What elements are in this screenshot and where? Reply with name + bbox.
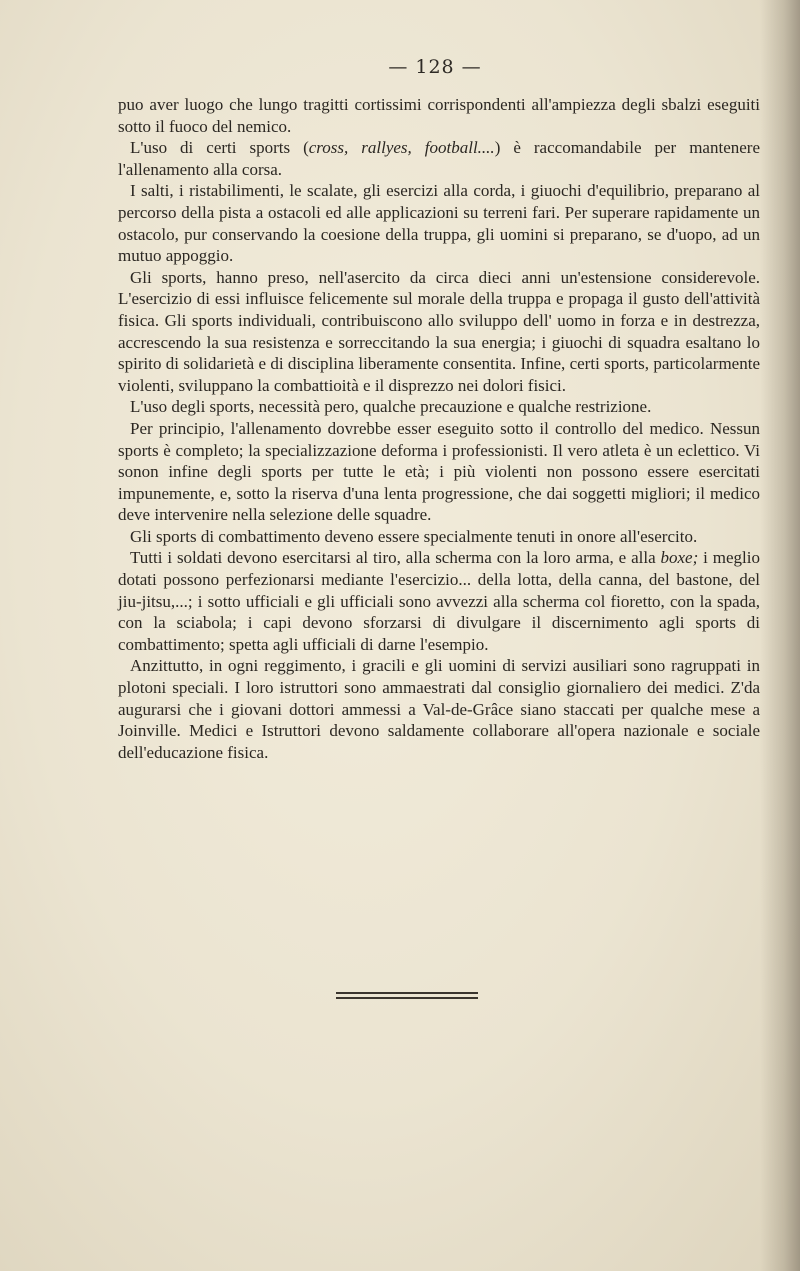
page-edge-shadow	[760, 0, 800, 1271]
italic-text: boxe;	[660, 548, 699, 568]
paragraph: Gli sports, hanno preso, nell'asercito da circa dieci anni un'estensione considerevole. L'esercizio di essi influisce felicemente sul morale della truppa e propaga il gusto dell'attività fisica. Gli sports individuali, contribuiscono allo sviluppo dell' uomo in forza e in destrezza, accrescendo la sua resistenza e sorreccitando la sua energia; i giuochi di squadra esaltano lo spirito di solidarietà e di disciplina liberamente consentita. Infine, certi sports, particolarmente violenti, sviluppano la combattioità e il disprezzo nei dolori fisici.	[118, 267, 760, 395]
rule-line	[336, 997, 478, 999]
paragraph: L'uso degli sports, necessità pero, qualche precauzione e qualche restrizione.	[130, 397, 652, 417]
paragraph: L'uso di certi sports (cross, rallyes, football....) è raccomandabile per mantenere l'allenamento alla corsa.	[118, 138, 760, 179]
paragraph: puo aver luogo che lungo tragitti cortissimi corrispondenti all'ampiezza degli sbalzi eseguiti sotto il fuoco del nemico.	[118, 95, 760, 136]
page-number: — 128 —	[388, 56, 482, 78]
italic-text: cross, rallyes, football....	[308, 138, 495, 158]
double-rule-divider	[336, 992, 478, 1002]
rule-line	[336, 992, 478, 994]
paragraph: Anzittutto, in ogni reggimento, i gracili e gli uomini di servizi ausiliari sono ragruppati in plotoni speciali. I loro istruttori sono ammaestrati dal consiglio giornaliero dei medici. Z'da augurarsi che i giovani dottori ammessi a Val-de-Grâce siano staccati per qualche mese a Joinville. Medici e Istruttori devono saldamente collaborare all'opera nazionale e sociale dell'educazione fisica.	[118, 656, 760, 762]
body-text	[118, 94, 760, 763]
paragraph: Tutti i soldati devono esercitarsi al tiro, alla scherma con la loro arma, e alla boxe; i meglio dotati possono perfezionarsi mediante l'esercizio... della lotta, della canna, del bastone, del jiu-jitsu,...; i sotto ufficiali e gli ufficiali sono avvezzi alla scherma col fioretto, con la spada, con la sciabola; i capi devono sforzarsi di divulgare il discernimento agli sports di combattimento; spetta agli ufficiali di darne l'esempio.	[118, 548, 760, 654]
paragraph: I salti, i ristabilimenti, le scalate, gli esercizi alla corda, i giuochi d'equilibrio, preparano al percorso della pista a ostacoli ed alle applicazioni su terreni fari. Per superare rapidamente un ostacolo, pur conservando la coesione della truppa, gli uomini si preparano, se d'uopo, ad un mutuo appoggio.	[118, 181, 760, 266]
paragraph: Gli sports di combattimento deveno essere specialmente tenuti in onore all'esercito.	[130, 526, 698, 546]
paragraph: Per principio, l'allenamento dovrebbe esser eseguito sotto il controllo del medico. Nessun sports è completo; la specializzazione deforma i professionisti. Il vero atleta è un eclettico. Vi sonon infine degli sports per tutte le età; i più violenti non possono essere esercitati impunemente, e, sotto la riserva d'una lenta progressione, che dai soggetti migliori; il medico deve intervenire nella selezione delle squadre.	[118, 418, 760, 525]
